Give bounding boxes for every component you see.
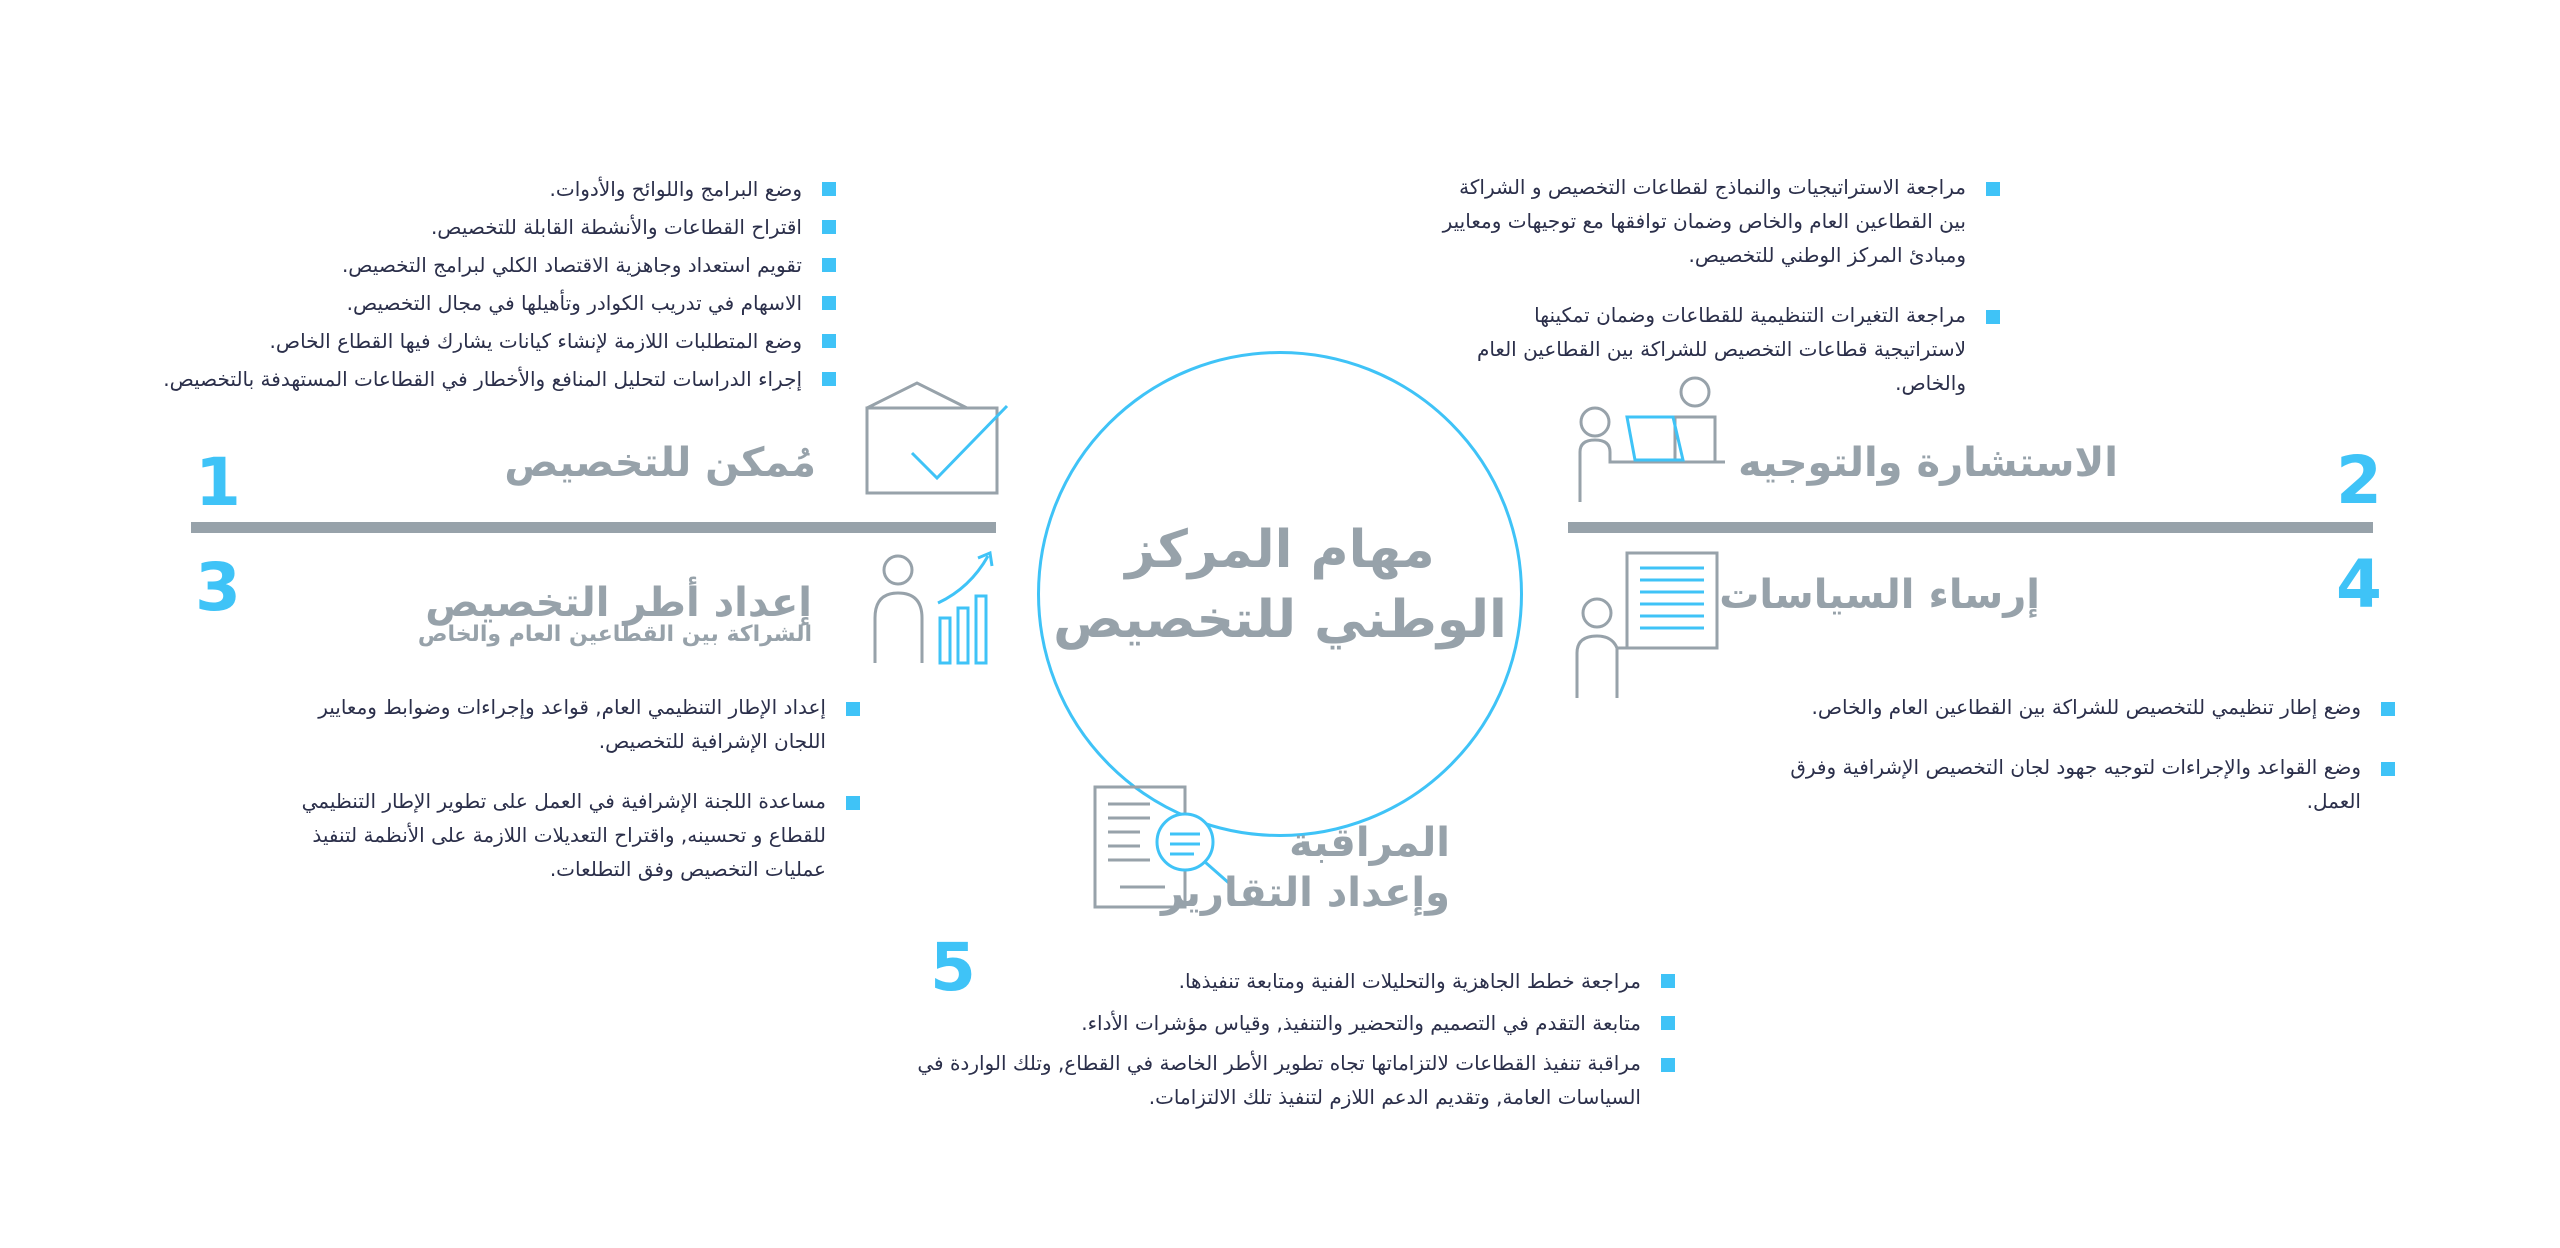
section-4-title: إرساء السياسات [1719,572,2040,618]
bullet-icon [822,296,836,310]
item-text: مراجعة الاستراتيجيات والنماذج لقطاعات التخصيص و الشراكة بين القطاعين العام والخاص وضمان توافقها مع توجيهات ومعايير ومبادئ المركز الوطني للتخصيص. [1442,175,1966,267]
section-3-subtitle: الشراكة بين القطاعين العام والخاص [417,622,812,647]
bullet-icon [1986,310,2000,324]
item-text: متابعة التقدم في التصميم والتحضير والتنفيذ, وقياس مؤشرات الأداء. [1081,1011,1641,1035]
bullet-icon [1986,182,2000,196]
section-5-list [895,962,1675,1114]
section-1-number: 1 [195,444,241,521]
bullet-icon [822,182,836,196]
section-5-number: 5 [930,929,976,1006]
policy-document-icon [1572,548,1722,698]
list-item [1755,750,2395,818]
section-3-number: 3 [195,549,241,626]
item-text: وضع القواعد والإجراءات لتوجيه جهود لجان التخصيص الإشرافية وفرق العمل. [1790,755,2361,813]
bullet-icon [846,702,860,716]
list-item [76,208,836,246]
list-item [76,246,836,284]
item-text: إعداد الإطار التنظيمي العام, قواعد وإجراءات وضوابط ومعايير اللجان الإشرافية للتخصيص. [318,695,826,753]
person-growth-chart-icon [870,548,1005,668]
bullet-icon [2381,702,2395,716]
section-5-title-line2: وإعداد التقارير [1161,870,1450,916]
item-text: وضع البرامج واللوائح والأدوات. [549,177,802,201]
list-item [895,962,1675,1000]
section-2-title: الاستشارة والتوجيه [1738,440,2118,486]
envelope-check-icon [862,378,1012,498]
section-3-list [300,690,860,912]
section-3-title: إعداد أطر التخصيص [425,580,812,626]
item-text: وضع المتطلبات اللازمة لإنشاء كيانات يشارك فيها القطاع الخاص. [269,329,802,353]
bullet-icon [822,372,836,386]
list-item [76,322,836,360]
item-text: مراجعة التغيرات التنظيمية للقطاعات وضمان تمكينها لاستراتيجية قطاعات التخصيص للشراكة بين القطاعين العام والخاص. [1476,303,1966,395]
center-title-line1: مهام المركز [1125,520,1435,580]
item-text: مساعدة اللجنة الإشرافية في العمل على تطوير الإطار التنظيمي للقطاع و تحسينه, واقتراح التعديلات اللازمة على الأنظمة لتنفيذ عمليات التخصيص وفق التطلعات. [301,789,826,881]
list-item [300,784,860,886]
item-text: اقتراح القطاعات والأنشطة القابلة للتخصيص. [430,215,802,239]
bullet-icon [1661,974,1675,988]
section-1-title: مُمكن للتخصيص [504,440,816,486]
section-5-title-line1: المراقبة [1289,820,1450,866]
center-title-line2: الوطني للتخصيص [1053,590,1507,650]
item-text: إجراء الدراسات لتحليل المنافع والأخطار في القطاعات المستهدفة بالتخصيص. [163,367,802,391]
section-1-list [76,170,836,398]
item-text: الاسهام في تدريب الكوادر وتأهيلها في مجال التخصيص. [346,291,802,315]
section-2-number: 2 [2336,442,2382,519]
consultation-icon [1575,372,1730,507]
item-text: تقويم استعداد وجاهزية الاقتصاد الكلي لبرامج التخصيص. [341,253,802,277]
bullet-icon [846,796,860,810]
list-item [76,284,836,322]
list-item [300,690,860,758]
list-item [895,1046,1675,1114]
divider-right [1568,522,2373,533]
bullet-icon [822,220,836,234]
list-item [895,1004,1675,1042]
list-item [1440,170,2000,272]
section-4-number: 4 [2336,546,2382,623]
item-text: وضع إطار تنظيمي للتخصيص للشراكة بين القطاعين العام والخاص. [1811,695,2361,719]
bullet-icon [2381,762,2395,776]
divider-left [191,522,996,533]
item-text: مراقبة تنفيذ القطاعات لالتزاماتها تجاه تطوير الأطر الخاصة في القطاع, وتلك الواردة في السياسات العامة, وتقديم الدعم اللازم لتنفيذ تلك الالتزامات. [917,1051,1641,1109]
list-item [76,360,836,398]
item-text: مراجعة خطط الجاهزية والتحليلات الفنية ومتابعة تنفيذها. [1178,969,1641,993]
section-4-list [1755,690,2395,844]
bullet-icon [822,334,836,348]
bullet-icon [822,258,836,272]
bullet-icon [1661,1016,1675,1030]
list-item [1755,690,2395,724]
bullet-icon [1661,1058,1675,1072]
list-item [76,170,836,208]
